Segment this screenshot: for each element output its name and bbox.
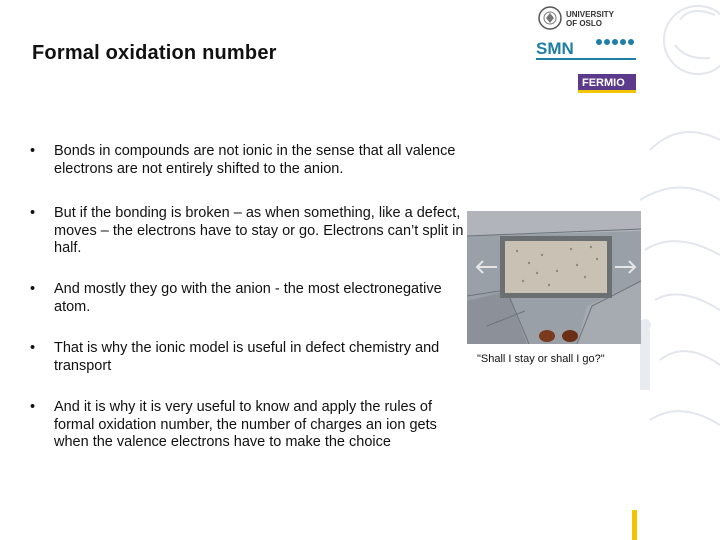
bullet-text: And mostly they go with the anion - the most electronegative atom.: [54, 281, 442, 315]
bullet-marker: •: [30, 281, 36, 297]
bullet-marker: •: [30, 399, 36, 415]
university-name: UNIVERSITY: [566, 10, 615, 19]
bullet-text: That is why the ionic model is useful in defect chemistry and transport: [54, 340, 440, 374]
bullet-text: And it is why it is very useful to know and apply the rules of formal oxidation number, the number of charges an ion gets when the valence electrons have to make the choice: [54, 399, 437, 450]
bullet-text: Bonds in compounds are not ionic in the sense that all valence electrons are not entirely shifted to the anion.: [54, 143, 456, 177]
photo-caption: "Shall I stay or shall I go?": [477, 353, 605, 365]
logo-block: [530, 4, 640, 100]
slide-title: Formal oxidation number: [32, 42, 277, 64]
bullet-marker: •: [30, 143, 36, 159]
bullet-marker: •: [30, 205, 36, 221]
defect-photo: [467, 211, 641, 344]
smn-logo: SMN: [536, 39, 574, 58]
university-seal-icon: [539, 7, 561, 29]
smn-dots-icon: [596, 39, 634, 45]
bullet-text: But if the bonding is broken – as when something, like a defect, moves – the electrons have to stay or go. Electrons can’t split in half.: [54, 205, 464, 256]
svg-text:OF OSLO: OF OSLO: [566, 19, 602, 28]
svg-text:FERMIO: FERMIO: [582, 77, 625, 89]
bullet-marker: •: [30, 340, 36, 356]
